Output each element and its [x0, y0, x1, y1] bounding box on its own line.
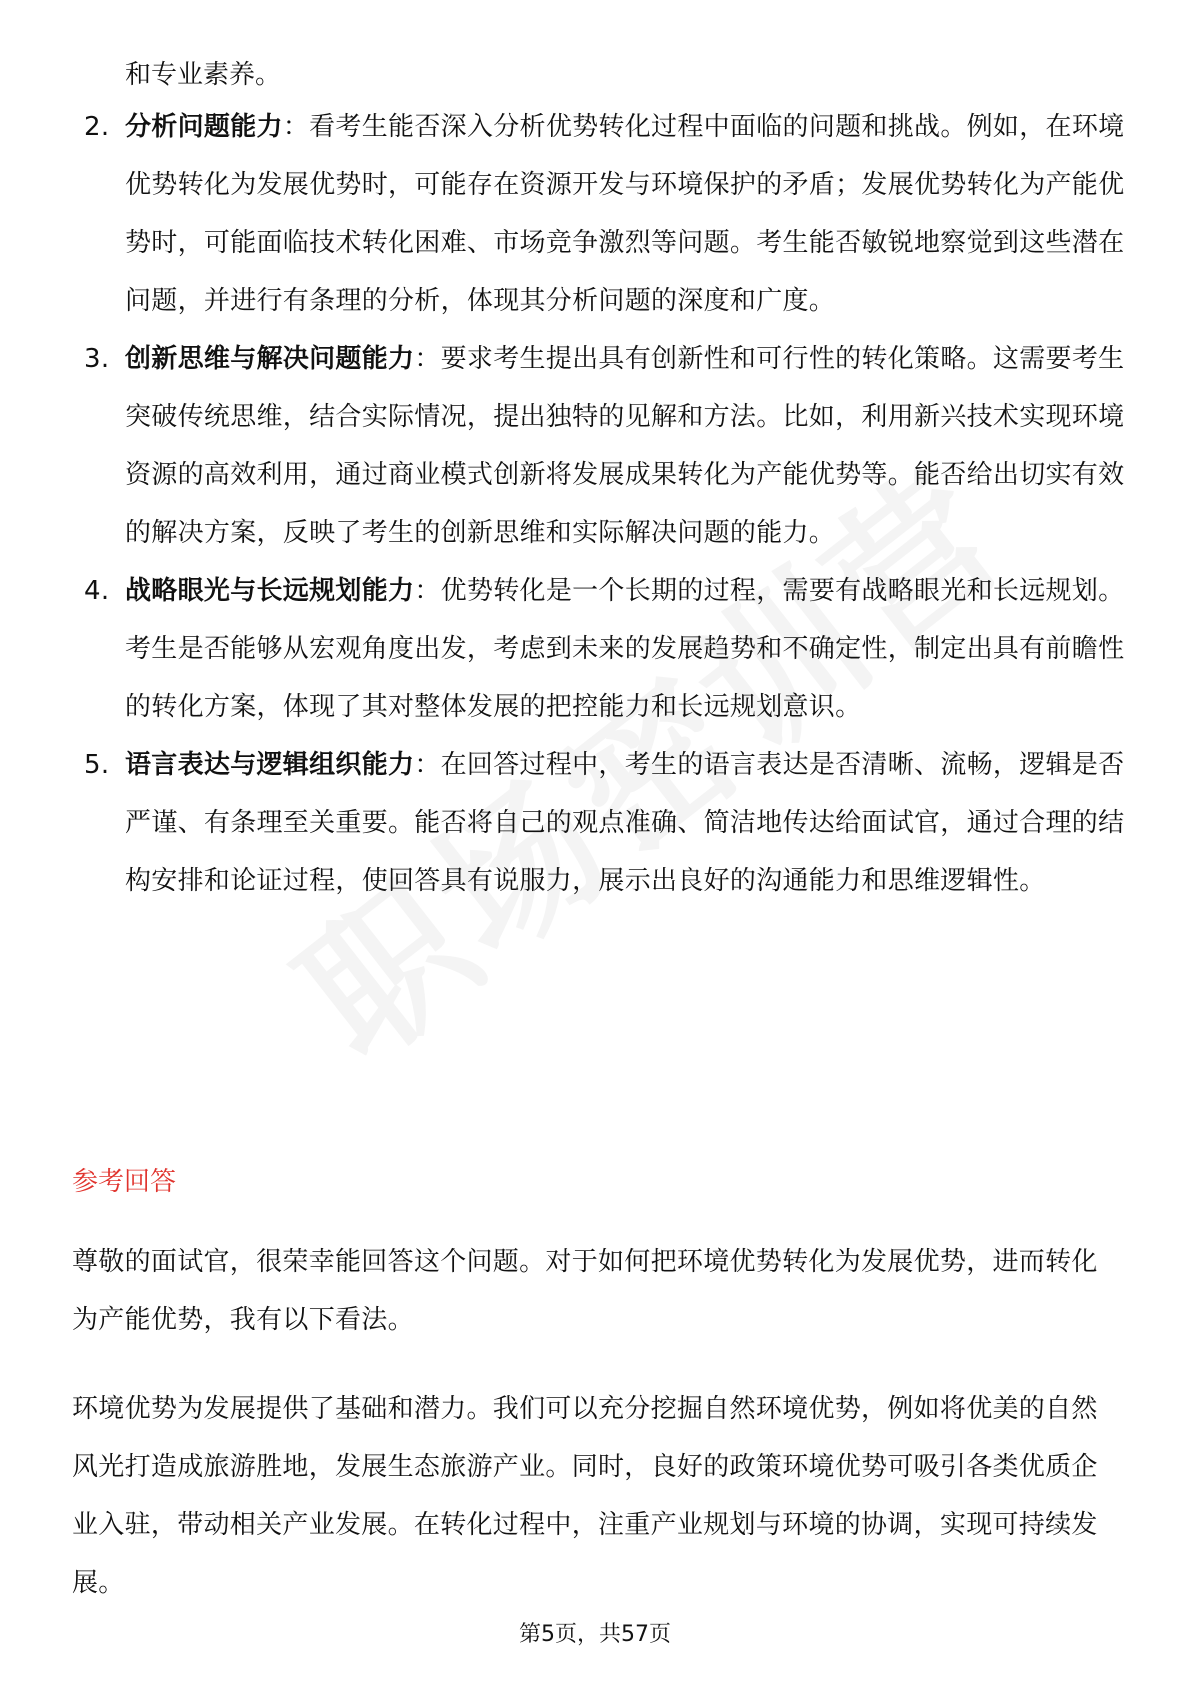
list-item-title: 战略眼光与长远规划能力 — [125, 576, 415, 606]
list-item-title: 分析问题能力 — [125, 112, 283, 142]
list-number: 2. — [84, 112, 110, 142]
reference-answer-heading: 参考回答 — [72, 1167, 177, 1197]
continuation-text: 和专业素养。 — [125, 60, 282, 90]
list-item — [80, 736, 1130, 910]
list-number: 5. — [84, 750, 110, 780]
list-item-text: ：在回答过程中，考生的语言表达是否清晰、流畅，逻辑是否严谨、有条理至关重要。能否将自己的观点准确、简洁地传达给面试官，通过合理的结构安排和论证过程，使回答具有说服力，展示出良好的沟通能力和思维逻辑性。 — [125, 750, 1125, 896]
list-item-text: ：要求考生提出具有创新性和可行性的转化策略。这需要考生突破传统思维，结合实际情况，提出独特的见解和方法。比如，利用新兴技术实现环境资源的高效利用，通过商业模式创新将发展成果转化为产能优势等。能否给出切实有效的解决方案，反映了考生的创新思维和实际解决问题的能力。 — [125, 344, 1125, 548]
list-item-text: ：优势转化是一个长期的过程，需要有战略眼光和长远规划。考生是否能够从宏观角度出发，考虑到未来的发展趋势和不确定性，制定出具有前瞻性的转化方案，体现了其对整体发展的把控能力和长远规划意识。 — [125, 576, 1125, 722]
evaluation-list — [80, 98, 1130, 910]
list-item-title: 创新思维与解决问题能力 — [125, 344, 415, 374]
list-item-text: ：看考生能否深入分析优势转化过程中面临的问题和挑战。例如，在环境优势转化为发展优势时，可能存在资源开发与环境保护的矛盾；发展优势转化为产能优势时，可能面临技术转化困难、市场竞争激烈等问题。考生能否敏锐地察觉到这些潜在问题，并进行有条理的分析，体现其分析问题的深度和广度。 — [125, 112, 1125, 316]
list-item — [80, 330, 1130, 562]
answer-paragraph-environment: 环境优势为发展提供了基础和潜力。我们可以充分挖掘自然环境优势，例如将优美的自然风光打造成旅游胜地，发展生态旅游产业。同时，良好的政策环境优势可吸引各类优质企业入驻，带动相关产业发展。在转化过程中，注重产业规划与环境的协调，实现可持续发展。 — [72, 1394, 1098, 1598]
list-number: 4. — [84, 576, 110, 606]
list-number: 3. — [84, 344, 110, 374]
answer-paragraph-intro: 尊敬的面试官，很荣幸能回答这个问题。对于如何把环境优势转化为发展优势，进而转化为产能优势，我有以下看法。 — [72, 1247, 1098, 1335]
page-number: 第5页，共57页 — [519, 1622, 671, 1647]
list-item-title: 语言表达与逻辑组织能力 — [125, 750, 415, 780]
list-item — [80, 98, 1130, 330]
list-item — [80, 562, 1130, 736]
